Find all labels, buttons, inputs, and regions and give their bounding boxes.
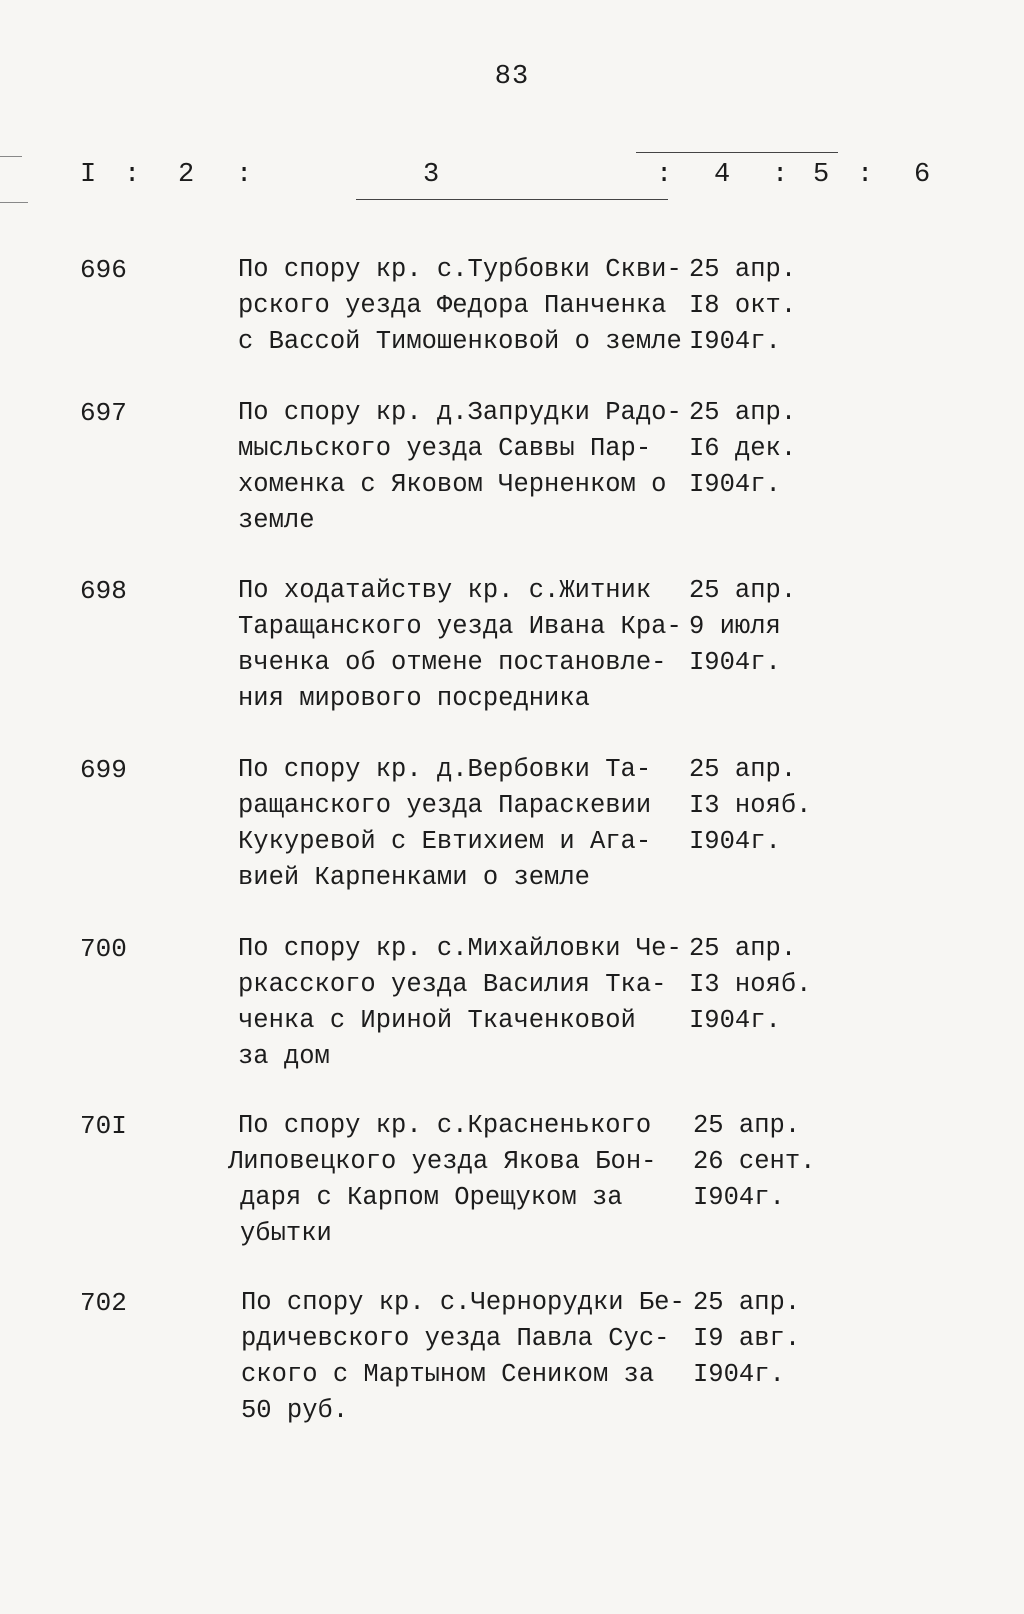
description-line: Липовецкого уезда Якова Бон-	[228, 1147, 657, 1176]
margin-rule-left-bottom	[0, 202, 28, 203]
description-line: с Вассой Тимошенковой о земле	[238, 327, 682, 356]
case-description	[241, 1285, 685, 1429]
column-separator: :	[857, 160, 874, 190]
description-line: вченка об отмене постановле-	[238, 648, 667, 677]
case-number: 696	[80, 255, 127, 285]
date-line: 25 апр.	[689, 934, 797, 963]
case-description	[238, 573, 682, 717]
case-dates	[689, 573, 829, 681]
date-line: I3 нояб.	[689, 791, 812, 820]
description-line: ского с Мартыном Сеником за	[241, 1360, 655, 1389]
column-header-6: 6	[914, 160, 931, 190]
date-line: I9 авг.	[693, 1324, 801, 1353]
case-number: 702	[80, 1288, 127, 1318]
description-line: По спору кр. с.Турбовки Скви-	[238, 255, 682, 284]
date-line: I904г.	[689, 648, 781, 677]
description-line: вией Карпенками о земле	[238, 863, 590, 892]
margin-rule-left-top	[0, 156, 22, 157]
description-line: По спору кр. с.Чернорудки Бе-	[241, 1288, 685, 1317]
description-line: 50 руб.	[241, 1396, 349, 1425]
date-line: I8 окт.	[689, 291, 797, 320]
case-number: 699	[80, 755, 127, 785]
case-description	[238, 395, 682, 539]
description-line: рдичевского уезда Павла Сус-	[241, 1324, 670, 1353]
case-description	[238, 752, 678, 896]
description-line: даря с Карпом Орещуком за	[240, 1183, 623, 1212]
case-description	[238, 252, 682, 360]
description-line: ния мирового посредника	[238, 684, 590, 713]
case-number: 700	[80, 934, 127, 964]
date-line: I3 нояб.	[689, 970, 812, 999]
description-line: По спору кр. с.Михайловки Че-	[238, 934, 682, 963]
column-separator: :	[236, 160, 253, 190]
header-rule-top	[636, 152, 838, 153]
description-line: Таращанского уезда Ивана Кра-	[238, 612, 682, 641]
date-line: 25 апр.	[689, 755, 797, 784]
description-line: хоменка с Яковом Черненком о	[238, 470, 667, 499]
column-separator: :	[772, 160, 789, 190]
description-line: По спору кр. с.Красненького	[238, 1111, 652, 1140]
column-header-4: 4	[714, 160, 731, 190]
case-dates	[689, 752, 829, 860]
description-line: за дом	[238, 1042, 330, 1071]
case-number: 697	[80, 398, 127, 428]
date-line: I904г.	[693, 1183, 785, 1212]
page-number: 83	[494, 62, 530, 92]
description-line: ращанского уезда Параскевии	[238, 791, 652, 820]
column-header-3: 3	[423, 160, 440, 190]
date-line: I904г.	[689, 1006, 781, 1035]
description-line: По спору кр. д.Вербовки Та-	[238, 755, 652, 784]
description-line: ркасского уезда Василия Тка-	[238, 970, 667, 999]
case-description	[228, 1108, 668, 1252]
description-line: земле	[238, 506, 315, 535]
description-line: По ходатайству кр. с.Житник	[238, 576, 652, 605]
description-line: рского уезда Федора Панченка	[238, 291, 667, 320]
date-line: 25 апр.	[693, 1288, 801, 1317]
description-line: Кукуревой с Евтихием и Ага-	[238, 827, 652, 856]
date-line: 25 апр.	[689, 576, 797, 605]
case-number: 70I	[80, 1111, 127, 1141]
date-line: I904г.	[693, 1360, 785, 1389]
description-line: По спору кр. д.Запрудки Радо-	[238, 398, 682, 427]
date-line: 26 сент.	[693, 1147, 816, 1176]
case-dates	[689, 931, 829, 1039]
date-line: 9 июля	[689, 612, 781, 641]
date-line: 25 апр.	[689, 398, 797, 427]
case-dates	[693, 1108, 833, 1216]
description-line: убытки	[240, 1219, 332, 1248]
date-line: 25 апр.	[693, 1111, 801, 1140]
date-line: I904г.	[689, 827, 781, 856]
date-line: I6 дек.	[689, 434, 797, 463]
date-line: I904г.	[689, 327, 781, 356]
column-header-5: 5	[813, 160, 830, 190]
column-header-2: 2	[178, 160, 195, 190]
case-dates	[689, 252, 829, 360]
case-number: 698	[80, 576, 127, 606]
column-separator: :	[124, 160, 141, 190]
case-description	[238, 931, 682, 1075]
case-dates	[689, 395, 829, 503]
column-header-1: I	[80, 160, 97, 190]
column-header-row	[0, 160, 1024, 200]
description-line: мысльского уезда Саввы Пар-	[238, 434, 652, 463]
case-dates	[693, 1285, 833, 1393]
date-line: I904г.	[689, 470, 781, 499]
description-line: ченка с Ириной Ткаченковой	[238, 1006, 636, 1035]
date-line: 25 апр.	[689, 255, 797, 284]
column-separator: :	[656, 160, 673, 190]
